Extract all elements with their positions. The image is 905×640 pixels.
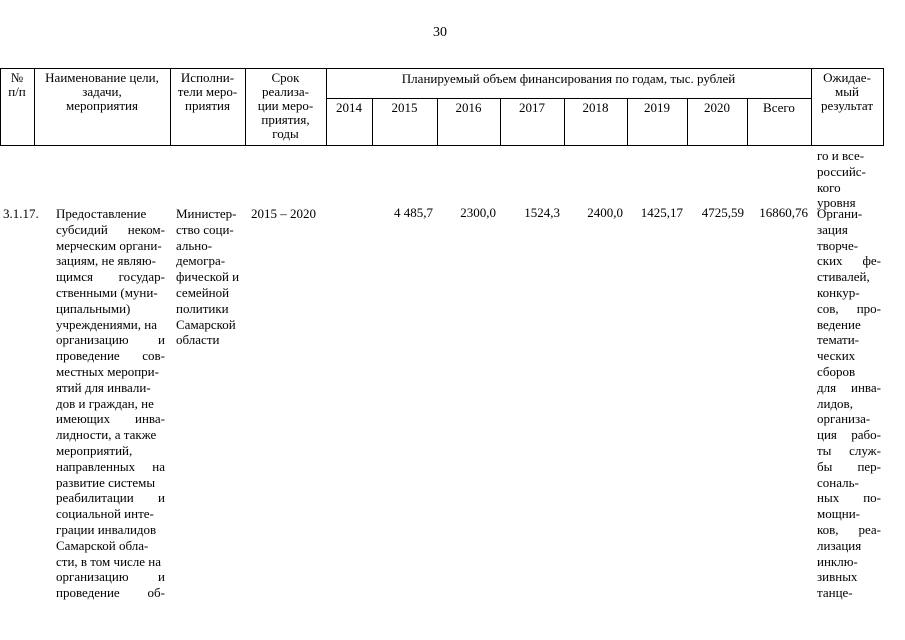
result-line: темати- bbox=[817, 332, 859, 348]
name-line: организацию и bbox=[56, 332, 165, 348]
result-line: лизация bbox=[817, 537, 862, 553]
name-line: субсидий неком- bbox=[56, 221, 165, 237]
name-line: лидности, а также bbox=[56, 427, 157, 443]
name-line: зациям, не являю- bbox=[56, 253, 156, 269]
name-line: развитие системы bbox=[56, 474, 156, 490]
value-2016: 2300,0 bbox=[460, 205, 496, 220]
result-line: конкур- bbox=[817, 284, 860, 300]
years-divider bbox=[326, 98, 811, 99]
result-line: организа- bbox=[817, 411, 871, 427]
header-year-2017: 2017 bbox=[519, 100, 545, 115]
header-bottom-border bbox=[0, 145, 883, 146]
header-year-2016: 2016 bbox=[455, 100, 482, 115]
name-line: сти, в том числе на bbox=[56, 553, 162, 569]
result-line: сональ- bbox=[817, 474, 859, 490]
header-num: № п/п bbox=[8, 70, 26, 99]
result-line: танце- bbox=[817, 585, 853, 601]
result-line: для инва- bbox=[817, 379, 881, 395]
value-2018: 2400,0 bbox=[587, 205, 623, 220]
name-line: Самарской обла- bbox=[56, 537, 149, 553]
name-line: социальной инте- bbox=[56, 506, 154, 522]
result-line: инклю- bbox=[817, 553, 858, 569]
value-2017: 1524,3 bbox=[524, 205, 560, 220]
header-year-2019: 2019 bbox=[644, 100, 670, 115]
result-line: ты служ- bbox=[817, 442, 881, 458]
name-line: ятий для инвали- bbox=[56, 379, 151, 395]
result-line: ских фе- bbox=[817, 253, 881, 269]
header-financing: Планируемый объем финансирования по годам, тыс. рублей bbox=[401, 71, 736, 86]
row-executor: Министер- ство соци- ально- демогра- фической и семейной политики Самарской области bbox=[176, 206, 240, 348]
header-term: Срок реализа- ции меро- приятия, годы bbox=[257, 70, 314, 141]
name-line: реабилитации и bbox=[56, 490, 165, 506]
name-line: проведение сов- bbox=[56, 348, 165, 364]
row-term: 2015 – 2020 bbox=[251, 206, 316, 221]
header-total: Всего bbox=[763, 100, 795, 115]
row-result bbox=[817, 206, 881, 601]
value-total: 16860,76 bbox=[759, 205, 808, 220]
result-line: ных по- bbox=[817, 490, 881, 506]
result-line: лидов, bbox=[817, 395, 853, 411]
name-line: организацию и bbox=[56, 569, 165, 585]
result-line: ция рабо- bbox=[817, 427, 881, 443]
header-executor: Исполни- тели меро- приятия bbox=[177, 70, 238, 113]
result-line: сов, про- bbox=[817, 300, 881, 316]
result-line: зация bbox=[817, 221, 848, 237]
carryover-result: го и все- российс- кого уровня bbox=[817, 148, 866, 211]
result-line: сборов bbox=[817, 363, 856, 379]
result-line: ков, реа- bbox=[817, 521, 881, 537]
col-border-end bbox=[883, 68, 884, 146]
result-line: Органи- bbox=[817, 206, 863, 221]
result-line: ведение bbox=[817, 316, 861, 332]
result-line: мощни- bbox=[817, 506, 860, 522]
name-line: щимся государ- bbox=[56, 269, 165, 285]
name-line: дов и граждан, не bbox=[56, 395, 154, 411]
value-2020: 4725,59 bbox=[701, 205, 744, 220]
result-line: зивных bbox=[817, 569, 858, 585]
name-line: направленных на bbox=[56, 458, 165, 474]
header-result: Ожидае- мый результат bbox=[820, 70, 874, 113]
page-number: 30 bbox=[433, 25, 447, 40]
name-line: местных меропри- bbox=[56, 363, 159, 379]
result-line: бы пер- bbox=[817, 458, 881, 474]
header-year-2014: 2014 bbox=[336, 100, 362, 115]
value-2015: 4 485,7 bbox=[394, 205, 433, 220]
name-line: ципальными) bbox=[56, 300, 131, 316]
row-name bbox=[56, 206, 165, 601]
header-top-border bbox=[0, 68, 883, 69]
name-line: учреждениями, на bbox=[56, 316, 157, 332]
name-line: грации инвалидов bbox=[56, 521, 157, 537]
result-line: творче- bbox=[817, 237, 859, 253]
result-line: ческих bbox=[817, 348, 856, 364]
name-line: ственными (муни- bbox=[56, 284, 158, 300]
name-line: проведение об- bbox=[56, 585, 165, 601]
name-line: Предоставление bbox=[56, 206, 147, 221]
header-year-2015: 2015 bbox=[391, 100, 418, 115]
name-line: мерческим органи- bbox=[56, 237, 162, 253]
name-line: имеющих инва- bbox=[56, 411, 165, 427]
value-2019: 1425,17 bbox=[640, 205, 683, 220]
result-line: стивалей, bbox=[817, 269, 870, 285]
header-year-2020: 2020 bbox=[704, 100, 730, 115]
row-number: 3.1.17. bbox=[3, 206, 39, 221]
header-name: Наименование цели, задачи, мероприятия bbox=[45, 70, 159, 113]
name-line: мероприятий, bbox=[56, 442, 133, 458]
header-year-2018: 2018 bbox=[582, 100, 609, 115]
